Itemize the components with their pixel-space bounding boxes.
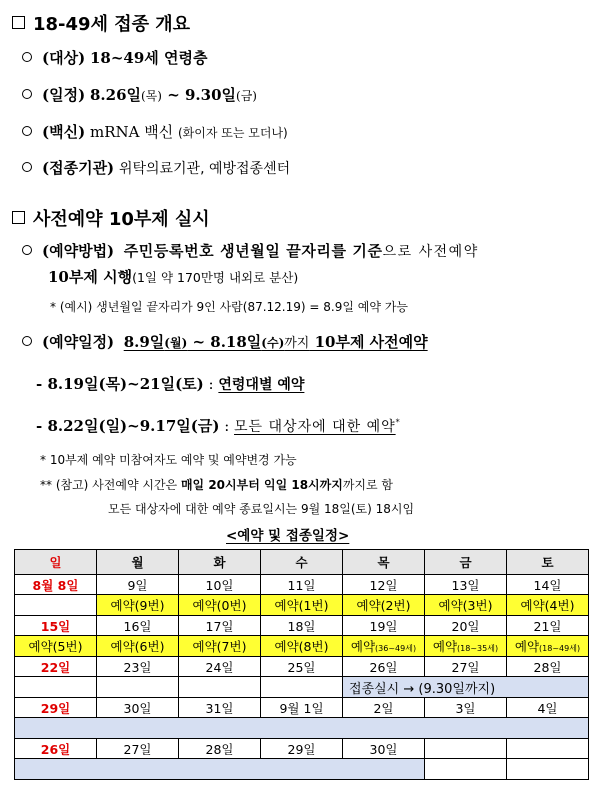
header-mon: 월 — [97, 550, 179, 575]
circle-bullet-icon — [22, 245, 32, 255]
table-row: 29일 30일 31일 9월 1일 2일 3일 4일 — [15, 698, 589, 718]
table-row: 8월 8일 9일 10일 11일 12일 13일 14일 — [15, 575, 589, 595]
reservation-method: (예약방법) 주민등록번호 생년월일 끝자리를 기준으로 사전예약 — [22, 240, 479, 261]
circle-bullet-icon — [22, 52, 32, 62]
circle-bullet-icon — [22, 89, 32, 99]
item-vaccine: (백신) mRNA 백신 (화이자 또는 모더나) — [22, 121, 288, 142]
header-wed: 수 — [261, 550, 343, 575]
example-note: * (예시) 생년월일 끝자리가 9인 사람(87.12.19) = 8.9일 예약 가능 — [50, 300, 408, 314]
vaccination-period-bar: 접종실시 → (9.30일까지) — [343, 677, 589, 698]
note-1: * 10부제 예약 미참여자도 예약 및 예약변경 가능 — [40, 453, 297, 467]
table-row: 26일 27일 28일 29일 30일 — [15, 739, 589, 759]
vaccination-period-bar — [15, 759, 425, 780]
age-group-reservation: - 8.19일(목)~21일(토) : 연령대별 예약 — [36, 375, 305, 393]
table-row — [15, 759, 589, 780]
circle-bullet-icon — [22, 126, 32, 136]
item-institution: (접종기관) 위탁의료기관, 예방접종센터 — [22, 157, 290, 178]
circle-bullet-icon — [22, 336, 32, 346]
table-caption: <예약 및 접종일정> — [226, 528, 350, 544]
vaccination-period-bar — [15, 718, 589, 739]
table-header-row — [15, 550, 589, 575]
section2-heading — [12, 205, 210, 231]
header-sun: 일 — [15, 550, 97, 575]
checkbox-square-icon — [12, 211, 25, 224]
table-row — [15, 718, 589, 739]
section2-title: 사전예약 10부제 실시 — [33, 209, 210, 230]
item-target: (대상) 18~49세 연령층 — [22, 47, 207, 68]
table-row: 15일 16일 17일 18일 19일 20일 21일 — [15, 616, 589, 636]
reservation-method-line2: 10부제 시행(1일 약 170만명 내외로 분산) — [48, 268, 299, 286]
header-sat: 토 — [507, 550, 589, 575]
note-2: ** (참고) 사전예약 시간은 매일 20시부터 익일 18시까지까지로 함 — [40, 478, 394, 492]
table-row: 예약(5번) 예약(6번) 예약(7번) 예약(8번) 예약(36~49세) 예약(18~35세) 예약(18~49세) — [15, 636, 589, 657]
table-row — [15, 677, 589, 698]
header-thu: 목 — [343, 550, 425, 575]
note-3: 모든 대상자에 대한 예약 종료일시는 9월 18일(토) 18시임 — [108, 502, 415, 516]
header-fri: 금 — [425, 550, 507, 575]
all-target-reservation: - 8.22일(일)~9.17일(금) : 모든 대상자에 대한 예약* — [36, 417, 400, 435]
section1-heading — [12, 10, 190, 36]
header-tue: 화 — [179, 550, 261, 575]
section1-title: 18-49세 접종 개요 — [33, 14, 191, 35]
item-schedule: (일정) 8.26일(목) ~ 9.30일(금) — [22, 84, 257, 105]
checkbox-square-icon — [12, 16, 25, 29]
schedule-table — [14, 549, 589, 780]
reservation-schedule: (예약일정) 8.9일(월) ~ 8.18일(수)까지 10부제 사전예약 — [22, 331, 428, 352]
table-row: 22일 23일 24일 25일 26일 27일 28일 — [15, 657, 589, 677]
circle-bullet-icon — [22, 162, 32, 172]
table-row: 예약(9번) 예약(0번) 예약(1번) 예약(2번) 예약(3번) 예약(4번) — [15, 595, 589, 616]
